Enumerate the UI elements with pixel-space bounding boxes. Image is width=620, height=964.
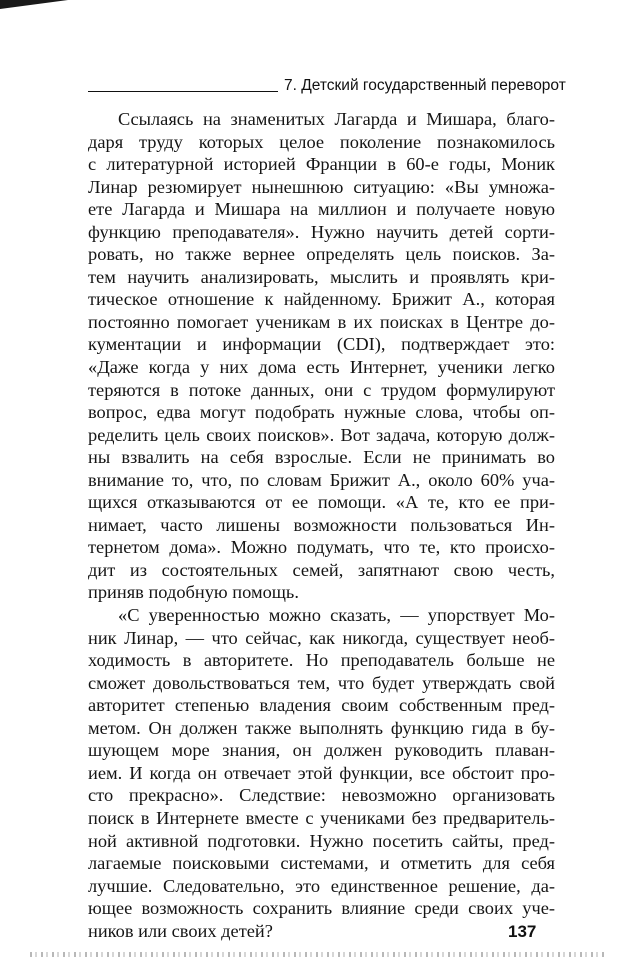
text-line: ющее возможность сохранить влияние среди своих уче-	[88, 898, 555, 919]
text-line: ник Линар, — что сейчас, как никогда, существует необ-	[88, 627, 555, 648]
text-line: ходимость в авторитете. Но преподаватель больше не	[88, 650, 555, 671]
text-line: ете Лагарда и Мишара на миллион и получаете новую	[88, 199, 555, 220]
text-line: щихся отказываются от ее помощи. «А те, кто ее при-	[88, 492, 555, 513]
text-line: Ссылаясь на знаменитых Лагарда и Мишара, благо-	[118, 109, 555, 129]
scan-dirt	[30, 952, 605, 957]
text-line: тем научить анализировать, мыслить и проявлять кри-	[88, 266, 555, 287]
text-line: «С уверенностью можно сказать, — упорствует Мо-	[118, 605, 555, 626]
text-line: ределить цель своих поисков». Вот задача, которую долж-	[88, 424, 555, 445]
text-line: дит из состоятельных семей, запятнают свою честь,	[88, 559, 555, 580]
scan-smudge	[0, 0, 68, 9]
text-line: функцию преподавателя». Нужно научить детей сорти-	[88, 221, 555, 242]
text-line: ной активной подготовки. Нужно посетить сайты, пред-	[88, 830, 555, 851]
text-line: лагаемые поисковыми системами, и отметить для себя	[88, 853, 555, 874]
text-line: тическое отношение к найденному. Брижит А., которая	[88, 289, 555, 310]
paragraph-2	[88, 604, 555, 942]
text-line: ны взвалить на себя взрослые. Если не принимать во	[88, 447, 555, 468]
text-line: кументации и информации (CDI), подтверждает это:	[88, 334, 555, 355]
header-rule	[88, 91, 278, 92]
text-line: вопрос, едва могут подобрать нужные слова, чтобы оп-	[88, 402, 555, 423]
text-line: даря труду которых целое поколение познакомилось	[88, 131, 555, 152]
text-line: ников или своих детей?	[88, 920, 273, 941]
text-line: приняв подобную помощь.	[88, 582, 299, 603]
text-line: метом. Он должен также выполнять функцию гида в бу-	[88, 717, 555, 738]
text-line: ием. И когда он отвечает этой функции, все обстоит про-	[88, 762, 555, 783]
running-header	[88, 76, 566, 96]
text-line: нимает, часто лишены возможности пользоваться Ин-	[88, 514, 555, 535]
text-line: «Даже когда у них дома есть Интернет, ученики легко	[88, 357, 555, 378]
text-line: теряются в потоке данных, они с трудом формулируют	[88, 379, 555, 400]
text-line: шующем море знания, он должен руководить плаван-	[88, 740, 555, 761]
body-text	[88, 108, 555, 942]
chapter-title: 7. Детский государственный переворот	[284, 77, 566, 94]
paragraph-1	[88, 108, 555, 604]
text-line: внимание то, что, по словам Брижит А., около 60% уча-	[88, 469, 555, 490]
text-line: ровать, но также вернее определять цель поисков. За-	[88, 244, 555, 265]
text-line: авторитет степенью владения своим собственным пред-	[88, 695, 555, 716]
text-line: поиск в Интернете вместе с учениками без предваритель-	[88, 807, 555, 828]
text-line: лучшие. Следовательно, это единственное решение, да-	[88, 875, 555, 896]
text-line: сто прекрасно». Следствие: невозможно организовать	[88, 785, 555, 806]
text-line: с литературной историей Франции в 60-е годы, Моник	[88, 154, 555, 175]
page-number: 137	[508, 922, 537, 941]
text-line: постоянно помогает ученикам в их поисках в Центре до-	[88, 311, 555, 332]
text-line: Линар резюмирует нынешнюю ситуацию: «Вы умножа-	[88, 176, 555, 197]
text-line: сможет довольствоваться тем, что будет утверждать свой	[88, 672, 555, 693]
text-line: тернетом дома». Можно подумать, что те, кто происхо-	[88, 537, 555, 558]
